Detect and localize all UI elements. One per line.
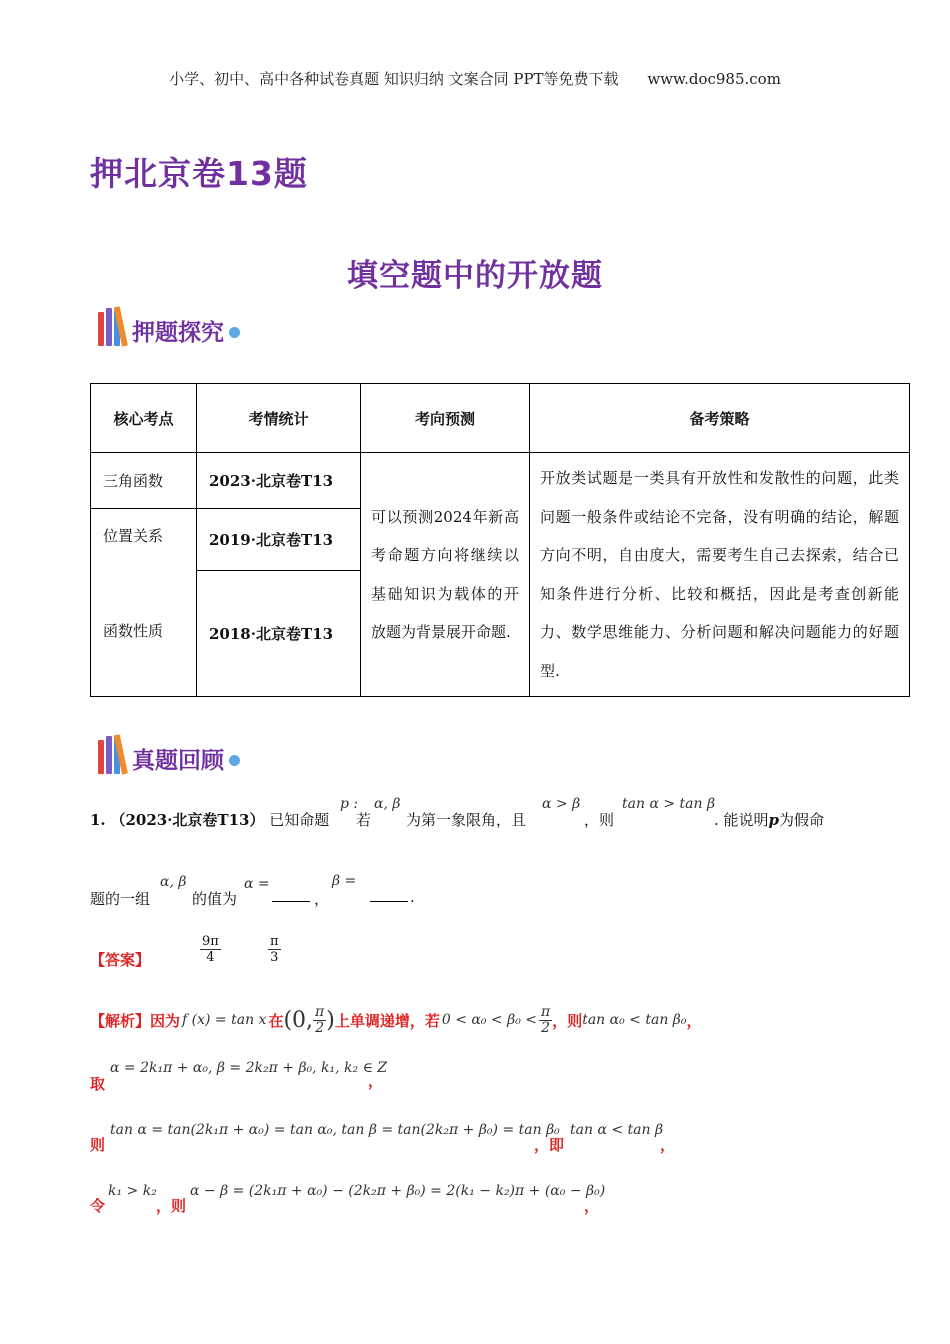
analysis-text: ， (686, 1011, 702, 1030)
analysis-text: 令 (90, 1197, 106, 1215)
stat-cell: 2019·北京卷T13 (197, 509, 361, 571)
math-fraction (313, 1005, 326, 1036)
math-interval-right: ) (326, 1007, 335, 1033)
math-alpha-eq: α = (244, 876, 270, 892)
dot-icon (229, 327, 240, 338)
analysis-text: ，即 (534, 1136, 565, 1154)
main-title: 押北京卷13题 (90, 154, 308, 193)
answer-blank-alpha[interactable] (272, 888, 310, 906)
question-text-part: 为假命 (779, 811, 825, 829)
analysis-text: ，则 (156, 1197, 187, 1215)
table-row (91, 453, 910, 509)
math-fx: f (x) = tan x (182, 1012, 267, 1028)
math-alpha-beta: α, β (374, 796, 401, 812)
math-p: p : (340, 796, 359, 812)
question-text: 题的一组 (90, 890, 151, 908)
math-cond1: α > β (542, 796, 581, 812)
math-expr-3: tan α = tan(2k₁π + α₀) = tan α₀, tan β = tan(2k₂π + β₀) = tan β₀ (110, 1122, 560, 1138)
analysis-text: ， (584, 1197, 600, 1215)
table-header-row (91, 384, 910, 453)
analysis-line-1 (90, 1000, 702, 1040)
section-heading-1 (98, 302, 240, 346)
answer-value-2 (268, 934, 281, 965)
question-text: ， (314, 890, 330, 908)
stat-cell: 2023·北京卷T13 (197, 453, 361, 509)
fraction-numerator: 9π (202, 934, 219, 949)
section-title-2: 真题回顾 (132, 748, 224, 774)
topic-cell (91, 509, 197, 697)
table-header: 备考策略 (530, 384, 910, 453)
fraction-numerator: π (270, 934, 279, 949)
fraction-denominator: 4 (206, 950, 215, 965)
math-expr-2: α = 2k₁π + α₀, β = 2k₂π + β₀, k₁, k₂ ∈ Z (110, 1060, 388, 1076)
answer-blank-beta[interactable] (370, 888, 408, 906)
math-ineq: 0 < α₀ < β₀ < (441, 1012, 537, 1028)
analysis-label: 【解析】 (90, 1011, 151, 1030)
question-text: 的值为 (192, 890, 238, 908)
analysis-text: 上单调递增，若 (334, 1011, 440, 1030)
forecast-cell: 可以预测2024年新高考命题方向将继续以基础知识为载体的开放题为背景展开命题. (361, 453, 530, 697)
question-number: 1. (90, 811, 106, 829)
math-alpha-beta: α, β (160, 874, 187, 890)
answer-value-1 (200, 934, 221, 965)
math-k-ineq: k₁ > k₂ (108, 1183, 157, 1199)
topic-text: 函数性质 (103, 622, 164, 640)
header-text: 小学、初中、高中各种试卷真题 知识归纳 文案合同 PPT等免费下载 (169, 70, 619, 88)
question-source: （2023·北京卷T13） (110, 811, 265, 829)
math-p-bold: p (768, 811, 780, 829)
stat-cell: 2018·北京卷T13 (197, 571, 361, 697)
fraction-numerator: π (540, 1003, 551, 1020)
page-header (0, 68, 950, 89)
table-header: 考向预测 (361, 384, 530, 453)
question-text (714, 809, 824, 830)
fraction-denominator: 3 (270, 950, 279, 965)
info-table (90, 383, 910, 697)
math-result-3: tan α < tan β (570, 1122, 664, 1138)
analysis-text: 则 (90, 1136, 106, 1154)
blank-line (272, 901, 310, 902)
section-title-1: 押题探究 (132, 320, 224, 346)
question-text: 若 (356, 811, 372, 829)
answer-label: 【答案】 (90, 951, 151, 969)
math-interval-left: (0, (283, 1007, 314, 1033)
math-beta-eq: β = (332, 873, 357, 889)
math-cond2: tan α > tan β (622, 796, 716, 812)
sub-title: 填空题中的开放题 (347, 258, 603, 294)
analysis-text: 在 (268, 1011, 284, 1030)
analysis-text: 取 (90, 1075, 106, 1093)
question-text: ，则 (584, 811, 615, 829)
question-text: 已知命题 (269, 811, 330, 829)
math-expr-4: α − β = (2k₁π + α₀) − (2k₂π + β₀) = 2(k₁ − k₂)π + (α₀ − β₀) (190, 1183, 606, 1199)
table-header: 考情统计 (197, 384, 361, 453)
section-heading-2 (98, 730, 240, 774)
table-header: 核心考点 (91, 384, 197, 453)
fraction-denominator: 2 (541, 1019, 551, 1036)
fraction-numerator: π (315, 1003, 325, 1020)
dot-icon (229, 755, 240, 766)
analysis-text: ， (660, 1136, 676, 1154)
math-fraction (539, 1005, 552, 1036)
topic-cell: 三角函数 (91, 453, 197, 509)
question-line-1 (90, 809, 329, 830)
question-text: 为第一象限角，且 (406, 811, 527, 829)
blank-line (370, 901, 408, 902)
books-icon (98, 306, 128, 346)
analysis-text: ， (368, 1072, 384, 1090)
fraction-denominator: 2 (315, 1019, 325, 1036)
books-icon (98, 734, 128, 774)
question-text-part: . 能说明 (714, 811, 769, 829)
header-url[interactable]: www.doc985.com (647, 70, 781, 88)
strategy-cell: 开放类试题是一类具有开放性和发散性的问题，此类问题一般条件或结论不完备，没有明确的结论，解题方向不明，自由度大，需要考生自己去探索，结合已知条件进行分析、比较和概括，因此是考查创新能力、数学思维能力、分析问题和解决问题能力的好题型. (530, 453, 910, 697)
topic-text: 位置关系 (103, 527, 164, 545)
analysis-text: ，则 (552, 1011, 583, 1030)
analysis-text: 因为 (150, 1011, 181, 1030)
question-text: . (410, 888, 415, 906)
math-result: tan α₀ < tan β₀ (582, 1012, 687, 1028)
